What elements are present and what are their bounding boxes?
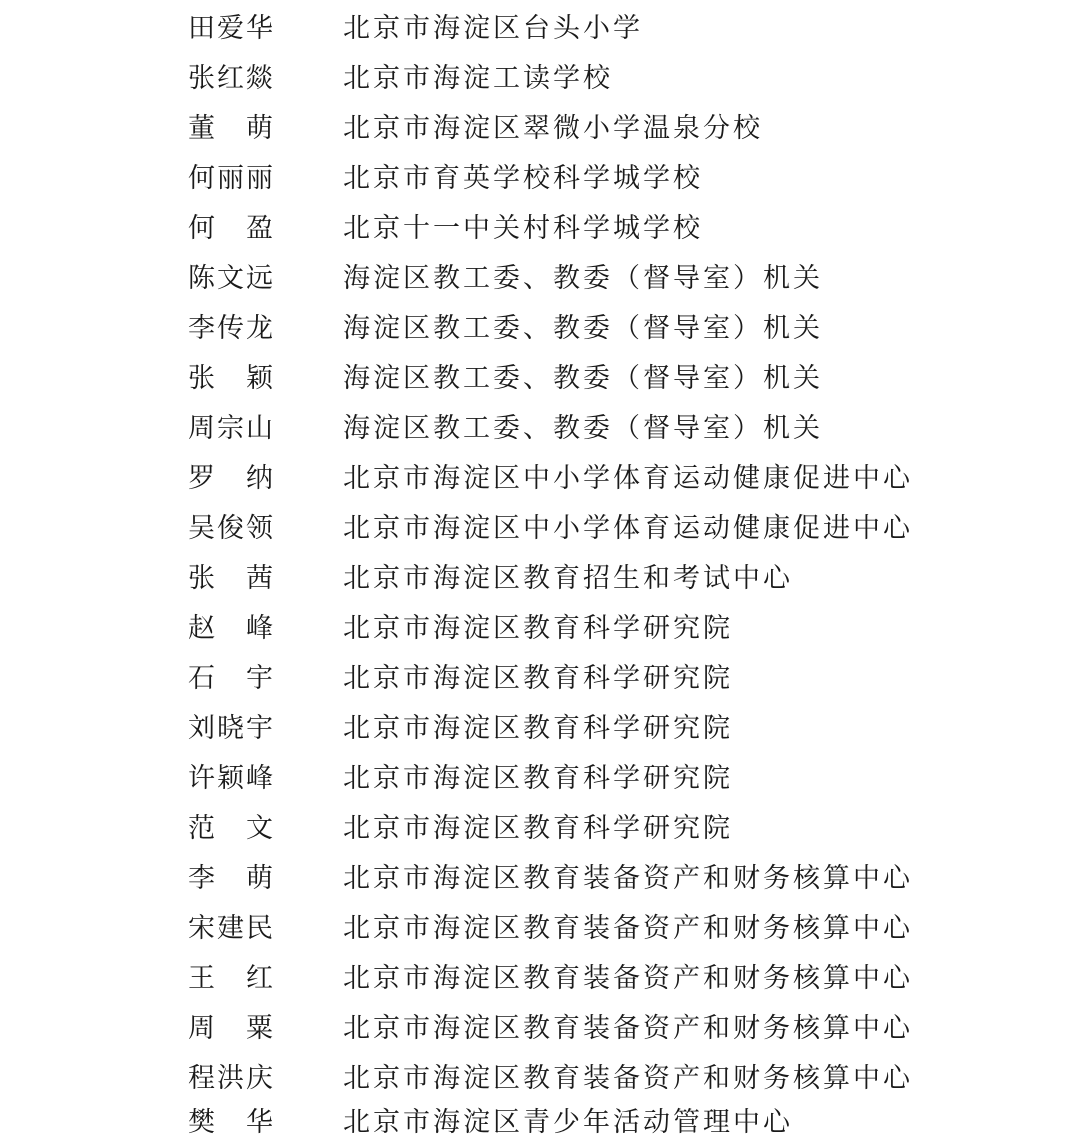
list-item (0, 350, 1080, 400)
list-item (0, 950, 1080, 1000)
list-item (0, 1000, 1080, 1050)
organization: 北京市海淀区教育科学研究院 (343, 762, 733, 794)
list-item (0, 900, 1080, 950)
person-name: 周 粟 (188, 1012, 275, 1044)
organization: 北京市海淀区教育装备资产和财务核算中心 (343, 1062, 913, 1094)
organization: 北京市海淀区教育装备资产和财务核算中心 (343, 962, 913, 994)
organization: 北京市海淀区教育科学研究院 (343, 712, 733, 744)
list-item (0, 650, 1080, 700)
list-item (0, 400, 1080, 450)
list-item (0, 200, 1080, 250)
organization: 北京市海淀区教育装备资产和财务核算中心 (343, 912, 913, 944)
organization: 北京市海淀区教育科学研究院 (343, 812, 733, 844)
organization: 北京十一中关村科学城学校 (343, 212, 703, 244)
list-item (0, 500, 1080, 550)
list-item (0, 800, 1080, 850)
organization: 北京市海淀区教育装备资产和财务核算中心 (343, 862, 913, 894)
person-name: 樊 华 (188, 1106, 275, 1138)
organization: 北京市海淀区教育装备资产和财务核算中心 (343, 1012, 913, 1044)
organization: 北京市海淀区教育科学研究院 (343, 612, 733, 644)
person-name: 石 宇 (188, 662, 275, 694)
list-item (0, 450, 1080, 500)
list-item (0, 50, 1080, 100)
list-item (0, 100, 1080, 150)
person-name: 宋建民 (188, 912, 275, 944)
list-item (0, 150, 1080, 200)
list-item (0, 300, 1080, 350)
organization: 北京市海淀工读学校 (343, 62, 613, 94)
person-name: 罗 纳 (188, 462, 275, 494)
list-item (0, 1094, 1080, 1144)
list-item (0, 0, 1080, 50)
person-name: 李传龙 (188, 312, 275, 344)
person-name: 刘晓宇 (188, 712, 275, 744)
person-name: 程洪庆 (188, 1062, 275, 1094)
person-name: 董 萌 (188, 112, 275, 144)
list-item (0, 600, 1080, 650)
person-name: 许颖峰 (188, 762, 275, 794)
organization: 海淀区教工委、教委（督导室）机关 (343, 312, 823, 344)
person-name: 何丽丽 (188, 162, 275, 194)
person-name: 王 红 (188, 962, 275, 994)
organization: 北京市海淀区教育科学研究院 (343, 662, 733, 694)
list-item (0, 250, 1080, 300)
list-item (0, 1050, 1080, 1100)
person-name: 张 颖 (188, 362, 275, 394)
person-name: 李 萌 (188, 862, 275, 894)
organization: 北京市海淀区中小学体育运动健康促进中心 (343, 512, 913, 544)
organization: 北京市海淀区中小学体育运动健康促进中心 (343, 462, 913, 494)
organization: 北京市育英学校科学城学校 (343, 162, 703, 194)
organization: 北京市海淀区青少年活动管理中心 (343, 1106, 793, 1138)
list-item (0, 750, 1080, 800)
person-name: 吴俊领 (188, 512, 275, 544)
person-name: 范 文 (188, 812, 275, 844)
list-item (0, 550, 1080, 600)
person-name: 周宗山 (188, 412, 275, 444)
person-name: 陈文远 (188, 262, 275, 294)
organization: 北京市海淀区教育招生和考试中心 (343, 562, 793, 594)
person-name: 赵 峰 (188, 612, 275, 644)
list-item (0, 700, 1080, 750)
person-name: 张红燚 (188, 62, 275, 94)
organization: 北京市海淀区台头小学 (343, 12, 643, 44)
person-name: 何 盈 (188, 212, 275, 244)
list-item (0, 850, 1080, 900)
organization: 海淀区教工委、教委（督导室）机关 (343, 412, 823, 444)
organization: 海淀区教工委、教委（督导室）机关 (343, 262, 823, 294)
organization: 海淀区教工委、教委（督导室）机关 (343, 362, 823, 394)
person-name: 张 茜 (188, 562, 275, 594)
organization: 北京市海淀区翠微小学温泉分校 (343, 112, 763, 144)
person-name: 田爱华 (188, 12, 275, 44)
